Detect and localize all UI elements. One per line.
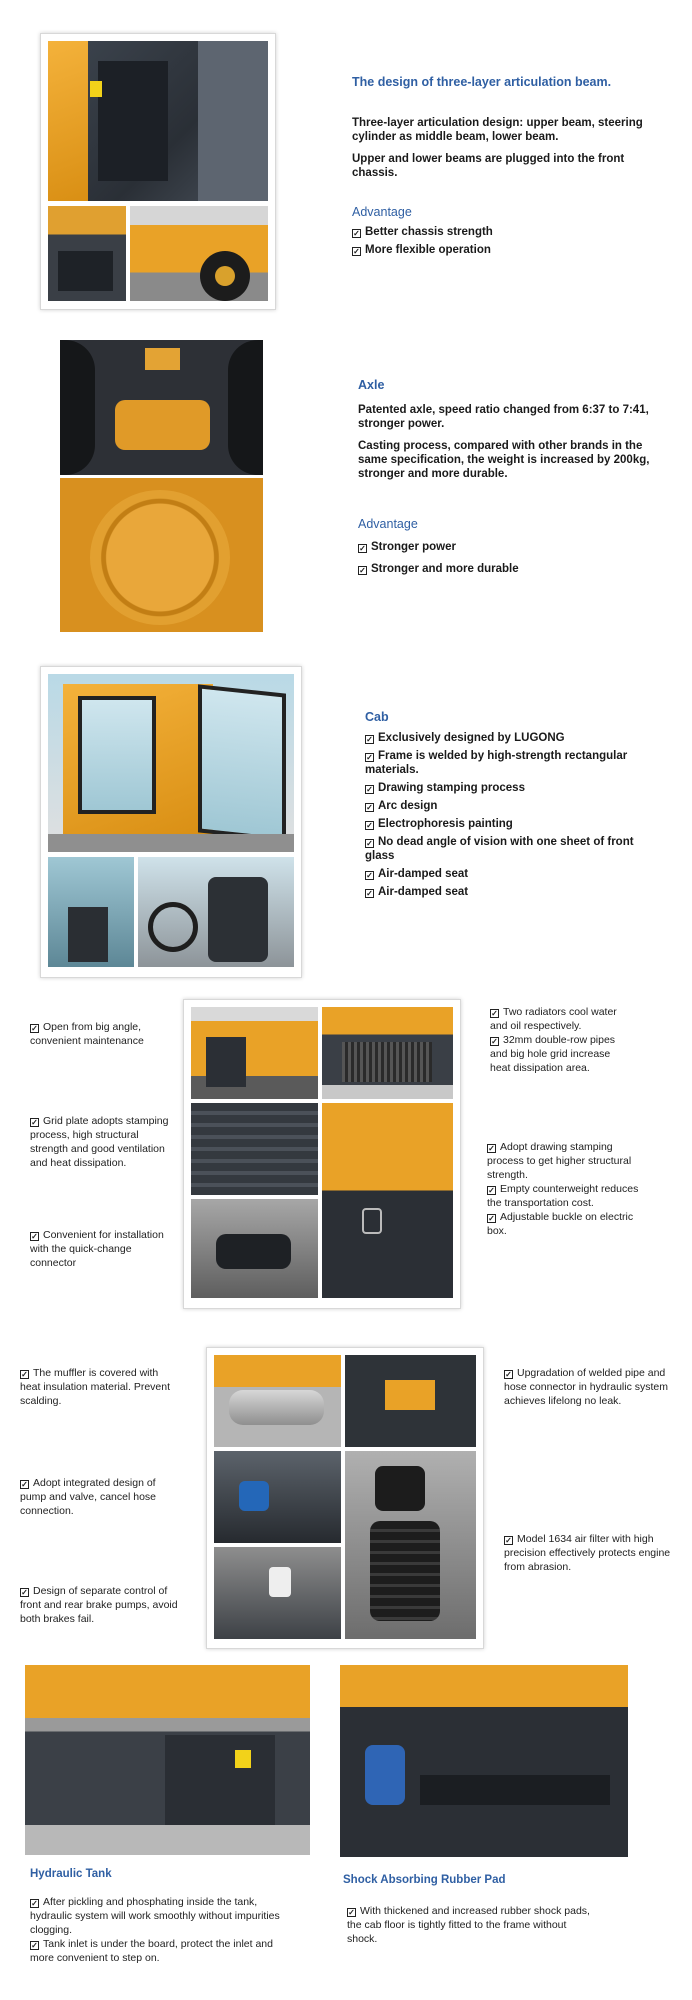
check-box-icon: ✓ — [353, 229, 360, 238]
check-box-icon: ✓ — [366, 753, 373, 762]
cab-interior-photo-left — [48, 857, 134, 967]
axle-photo-bottom — [60, 478, 263, 632]
cab-title: Cab — [365, 710, 389, 724]
muffler-photo — [214, 1355, 341, 1447]
list-item: ✓ More flexible operation — [353, 244, 491, 256]
air-filter-photo — [345, 1451, 476, 1639]
list-item: ✓ Electrophoresis painting — [366, 818, 513, 830]
articulation-title: The design of three-layer articulation beam. — [352, 75, 612, 89]
list-item: ✓ Stronger power — [359, 541, 456, 553]
axle-text — [358, 403, 658, 489]
list-item: ✓ Open from big angle, convenient maintenance — [30, 1021, 144, 1047]
check-box-icon: ✓ — [505, 1536, 512, 1545]
check-box-icon: ✓ — [366, 735, 373, 744]
list-item: ✓ Design of separate control of front and rear brake pumps, avoid both brakes fail. — [20, 1585, 178, 1625]
pump-valve-photo — [214, 1451, 341, 1543]
list-item: ✓ Model 1634 air filter with high precision effectively protects engine from abrasion. — [504, 1533, 671, 1573]
advantage-title: Advantage — [358, 517, 418, 531]
axle-paragraph: Patented axle, speed ratio changed from 6:37 to 7:41, stronger power. — [358, 404, 649, 430]
check-box-icon: ✓ — [31, 1232, 38, 1241]
list-item: ✓ Drawing stamping process — [366, 782, 525, 794]
cab-interior-photo-right — [138, 857, 294, 967]
list-item: ✓ Upgradation of welded pipe and hose connector in hydraulic system achieves lifelong no leak. — [504, 1367, 668, 1407]
cab-feature-list — [365, 731, 635, 903]
check-box-icon: ✓ — [505, 1370, 512, 1379]
list-item: ✓ Frame is welded by high-strength rectangular materials. — [365, 750, 628, 776]
engine-photo-frame — [206, 1347, 484, 1649]
welded-pipe-photo — [345, 1355, 476, 1447]
check-box-icon: ✓ — [366, 785, 373, 794]
check-box-icon: ✓ — [31, 1024, 38, 1033]
list-item: ✓ Better chassis strength — [353, 226, 493, 238]
check-box-icon: ✓ — [21, 1480, 28, 1489]
articulation-beam-photo — [48, 41, 268, 201]
list-item: ✓ Air-damped seat — [366, 868, 469, 880]
check-box-icon: ✓ — [491, 1009, 498, 1018]
check-box-icon: ✓ — [488, 1186, 495, 1195]
list-item: ✓ Tank inlet is under the board, protect the inlet and more convenient to step on. — [30, 1938, 273, 1964]
maintenance-right-top-notes — [490, 1005, 630, 1075]
list-item: ✓ Empty counterweight reduces the transportation cost. — [487, 1183, 639, 1209]
maintenance-photo-frame — [183, 999, 461, 1309]
list-item: ✓ Adopt drawing stamping process to get higher structural strength. — [487, 1141, 632, 1181]
list-item: ✓ Air-damped seat — [366, 886, 469, 898]
hydraulic-tank-notes — [30, 1895, 280, 1965]
check-box-icon: ✓ — [488, 1214, 495, 1223]
hood-open-photo — [191, 1007, 318, 1099]
grid-plate-photo — [191, 1103, 318, 1195]
hydraulic-tank-photo — [25, 1665, 310, 1855]
list-item: ✓ With thickened and increased rubber shock pads, the cab floor is tightly fitted to the frame without shock. — [347, 1905, 590, 1945]
check-box-icon: ✓ — [366, 839, 373, 848]
shock-pad-photo — [340, 1665, 628, 1857]
check-box-icon: ✓ — [359, 544, 366, 553]
list-item: ✓ Convenient for installation with the quick-change connector — [30, 1229, 164, 1269]
list-item: ✓ Adjustable buckle on electric box. — [487, 1211, 634, 1237]
check-box-icon: ✓ — [21, 1588, 28, 1597]
advantage-title: Advantage — [352, 205, 412, 219]
chassis-photo-right — [130, 206, 268, 301]
axle-title: Axle — [358, 378, 385, 392]
articulation-paragraph: Upper and lower beams are plugged into the front chassis. — [352, 153, 625, 179]
list-item: ✓ The muffler is covered with heat insulation material. Prevent scalding. — [20, 1367, 170, 1407]
check-box-icon: ✓ — [359, 566, 366, 575]
check-box-icon: ✓ — [348, 1908, 355, 1917]
list-item: ✓ Arc design — [366, 800, 438, 812]
advantage-list — [352, 225, 652, 261]
check-box-icon: ✓ — [366, 871, 373, 880]
chassis-photo-left — [48, 206, 126, 301]
list-item: ✓ Grid plate adopts stamping process, high structural strength and good ventilation and heat dissipation. — [30, 1115, 169, 1169]
list-item: ✓ After pickling and phosphating inside the tank, hydraulic system will work smoothly without impurities clogging. — [30, 1896, 280, 1936]
check-box-icon: ✓ — [31, 1118, 38, 1127]
list-item: ✓ Two radiators cool water and oil respectively. — [490, 1006, 617, 1032]
articulation-paragraph: Three-layer articulation design: upper beam, steering cylinder as middle beam, lower beam. — [352, 117, 643, 143]
cab-door-photo — [48, 674, 294, 852]
shock-pad-notes — [347, 1904, 597, 1946]
cab-photo-frame — [40, 666, 302, 978]
check-box-icon: ✓ — [491, 1037, 498, 1046]
check-box-icon: ✓ — [31, 1941, 38, 1950]
axle-paragraph: Casting process, compared with other brands in the same specification, the weight is increased by 200kg, stronger and more durable. — [358, 440, 650, 480]
list-item: ✓ No dead angle of vision with one sheet of front glass — [365, 836, 634, 862]
check-box-icon: ✓ — [366, 803, 373, 812]
check-box-icon: ✓ — [488, 1144, 495, 1153]
axle-photo-top — [60, 340, 263, 475]
list-item: ✓ Exclusively designed by LUGONG — [366, 732, 565, 744]
check-box-icon: ✓ — [366, 821, 373, 830]
list-item: ✓ 32mm double-row pipes and big hole grid increase heat dissipation area. — [490, 1034, 616, 1074]
check-box-icon: ✓ — [31, 1899, 38, 1908]
shock-pad-title: Shock Absorbing Rubber Pad — [343, 1874, 506, 1886]
quick-change-photo — [191, 1199, 318, 1298]
list-item: ✓ Adopt integrated design of pump and valve, cancel hose connection. — [20, 1477, 157, 1517]
check-box-icon: ✓ — [353, 247, 360, 256]
check-box-icon: ✓ — [366, 889, 373, 898]
check-box-icon: ✓ — [21, 1370, 28, 1379]
advantage-list — [358, 540, 658, 580]
brake-pump-photo — [214, 1547, 341, 1639]
maintenance-right-bottom-notes — [487, 1140, 647, 1238]
hydraulic-tank-title: Hydraulic Tank — [30, 1868, 112, 1880]
list-item: ✓ Stronger and more durable — [359, 563, 519, 575]
articulation-text — [352, 116, 652, 188]
counterweight-photo — [322, 1103, 453, 1298]
radiator-photo — [322, 1007, 453, 1099]
articulation-photo-frame — [40, 33, 276, 310]
